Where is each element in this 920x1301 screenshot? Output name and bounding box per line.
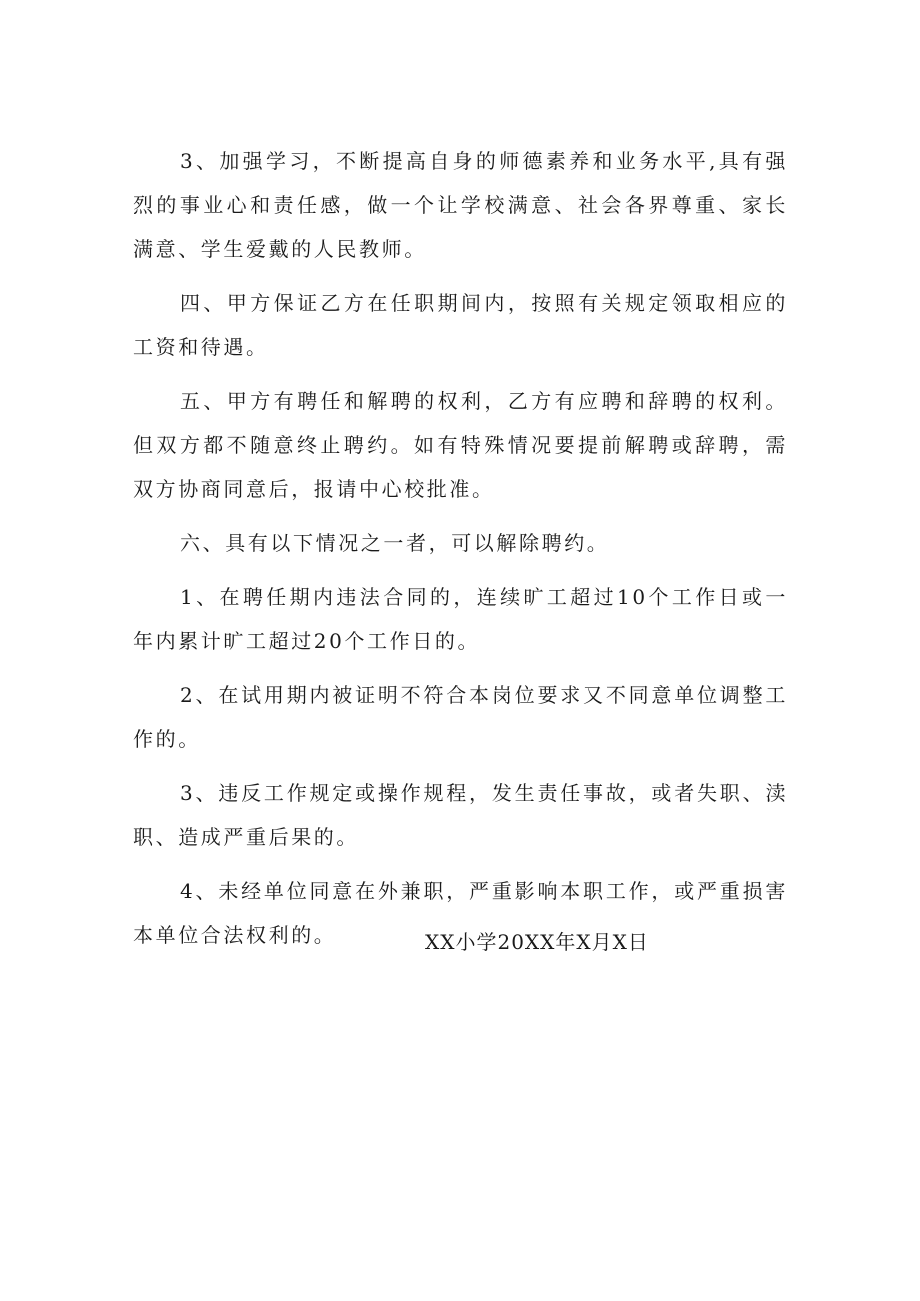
- paragraph-termination-item-3: 3、违反工作规定或操作规程，发生责任事故，或者失职、渎职、造成严重后果的。: [133, 781, 788, 849]
- paragraph-termination-item-2: 2、在试用期内被证明不符合本岗位要求又不同意单位调整工作的。: [133, 683, 788, 751]
- paragraph-clause-3-study: 3、加强学习，不断提高自身的师德素养和业务水平,具有强烈的事业心和责任感，做一个让学校满意、社会各界尊重、家长满意、学生爱戴的人民教师。: [133, 149, 788, 261]
- signature-date-line: XX小学20XX年X月X日: [425, 930, 649, 954]
- paragraph-clause-6-termination: 六、具有以下情况之一者，可以解除聘约。: [180, 531, 610, 555]
- paragraph-termination-item-4: 4、未经单位同意在外兼职，严重影响本职工作，或严重损害本单位合法权利的。: [133, 879, 788, 947]
- paragraph-termination-item-1: 1、在聘任期内违法合同的，连续旷工超过10个工作日或一年内累计旷工超过20个工作日的。: [133, 585, 788, 653]
- document-body: [133, 139, 788, 967]
- paragraph-clause-5-rights: 五、甲方有聘任和解聘的权利，乙方有应聘和辞聘的权利。但双方都不随意终止聘约。如有特殊情况要提前解聘或辞聘，需双方协商同意后，报请中心校批准。: [133, 389, 788, 501]
- paragraph-clause-4-salary: 四、甲方保证乙方在任职期间内，按照有关规定领取相应的工资和待遇。: [133, 291, 788, 359]
